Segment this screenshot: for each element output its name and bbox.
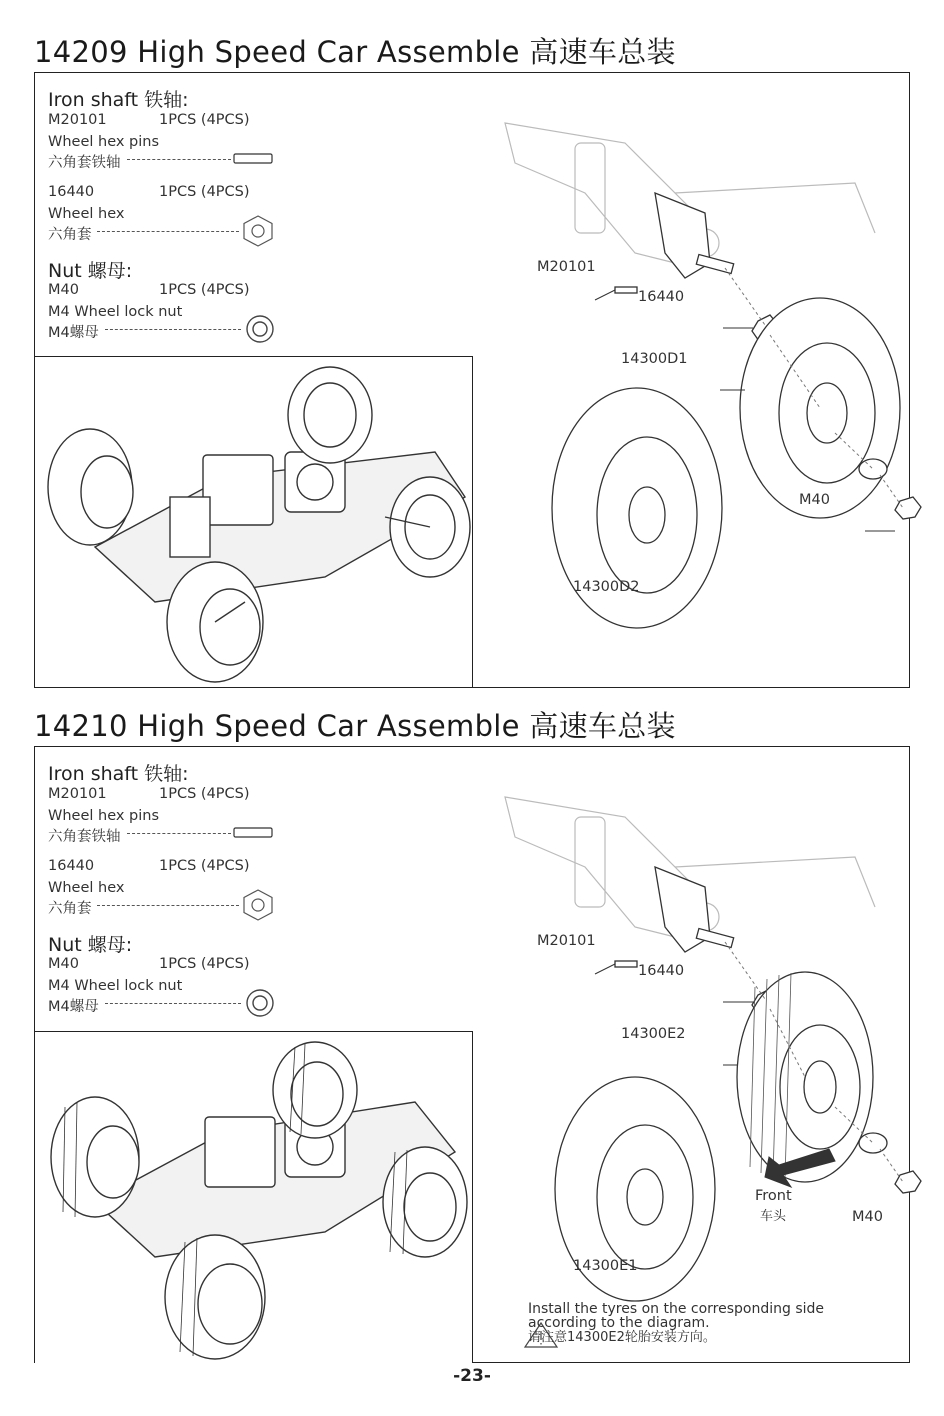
callout-label: 14300E1 (573, 1258, 638, 1274)
part-name-en: M4 Wheel lock nut (48, 304, 183, 320)
section-title: 14210 High Speed Car Assemble 高速车总装 (34, 709, 676, 743)
wheel-hex-icon (241, 889, 275, 921)
wheel-hex-icon (241, 215, 275, 247)
callout-label: 14300D2 (573, 579, 640, 595)
part-name-en: Wheel hex pins (48, 134, 160, 150)
section-title: 14209 High Speed Car Assemble 高速车总装 (34, 35, 676, 69)
part-qty: 1PCS (4PCS) (159, 282, 250, 298)
part-code: M20101 (48, 786, 107, 802)
part-name-cn: 六角套 (48, 901, 92, 917)
completed-car-view (35, 1031, 473, 1363)
part-name-en: Wheel hex pins (48, 808, 160, 824)
part-code: 16440 (48, 184, 95, 200)
part-name-en: Wheel hex (48, 206, 125, 222)
part-qty: 1PCS (4PCS) (159, 112, 250, 128)
part-code: M40 (48, 282, 79, 298)
part-name-cn: 六角套铁轴 (48, 155, 121, 171)
page-number: -23- (453, 1366, 491, 1386)
callout-label: 16440 (638, 289, 685, 305)
callout-label: 14300E2 (621, 1026, 686, 1042)
front-label: Front (755, 1188, 792, 1204)
lock-nut-icon (244, 314, 276, 344)
front-label-cn: 车头 (760, 1209, 787, 1224)
assembly-panel (34, 746, 910, 1363)
leader-line (127, 159, 231, 160)
nut-heading: Nut 螺母: (48, 934, 133, 956)
lock-nut-icon (244, 988, 276, 1018)
part-code: 16440 (48, 858, 95, 874)
part-code: M20101 (48, 112, 107, 128)
part-qty: 1PCS (4PCS) (159, 858, 250, 874)
part-qty: 1PCS (4PCS) (159, 956, 250, 972)
callout-label: M40 (799, 492, 830, 508)
part-name-en: M4 Wheel lock nut (48, 978, 183, 994)
callout-label: M40 (852, 1209, 883, 1225)
leader-line (105, 1003, 241, 1004)
exploded-wheel-diagram (475, 103, 905, 663)
leader-line (105, 329, 241, 330)
iron-shaft-heading: Iron shaft 铁轴: (48, 763, 189, 785)
leader-line (97, 905, 239, 906)
part-name-cn: 六角套铁轴 (48, 829, 121, 845)
leader-line (97, 231, 239, 232)
callout-label: 14300D1 (621, 351, 688, 367)
callout-label: M20101 (537, 259, 596, 275)
iron-shaft-heading: Iron shaft 铁轴: (48, 89, 189, 111)
callout-label: 16440 (638, 963, 685, 979)
part-name-cn: M4螺母 (48, 999, 99, 1015)
nut-heading: Nut 螺母: (48, 260, 133, 282)
notice-text: according to the diagram. (528, 1315, 710, 1331)
part-code: M40 (48, 956, 79, 972)
callout-label: M20101 (537, 933, 596, 949)
hex-pin-icon (233, 152, 273, 166)
car-illustration (35, 357, 473, 687)
part-name-cn: M4螺母 (48, 325, 99, 341)
leader-line (127, 833, 231, 834)
exploded-wheel-diagram (475, 777, 905, 1337)
part-qty: 1PCS (4PCS) (159, 786, 250, 802)
part-qty: 1PCS (4PCS) (159, 184, 250, 200)
part-name-cn: 六角套 (48, 227, 92, 243)
assembly-panel (34, 72, 910, 688)
part-name-en: Wheel hex (48, 880, 125, 896)
completed-car-view (35, 356, 473, 688)
car-illustration (35, 1032, 473, 1362)
notice-text: 请注意14300E2轮胎安装方向。 (528, 1330, 716, 1345)
notice-text: Install the tyres on the corresponding side (528, 1301, 825, 1317)
hex-pin-icon (233, 826, 273, 840)
